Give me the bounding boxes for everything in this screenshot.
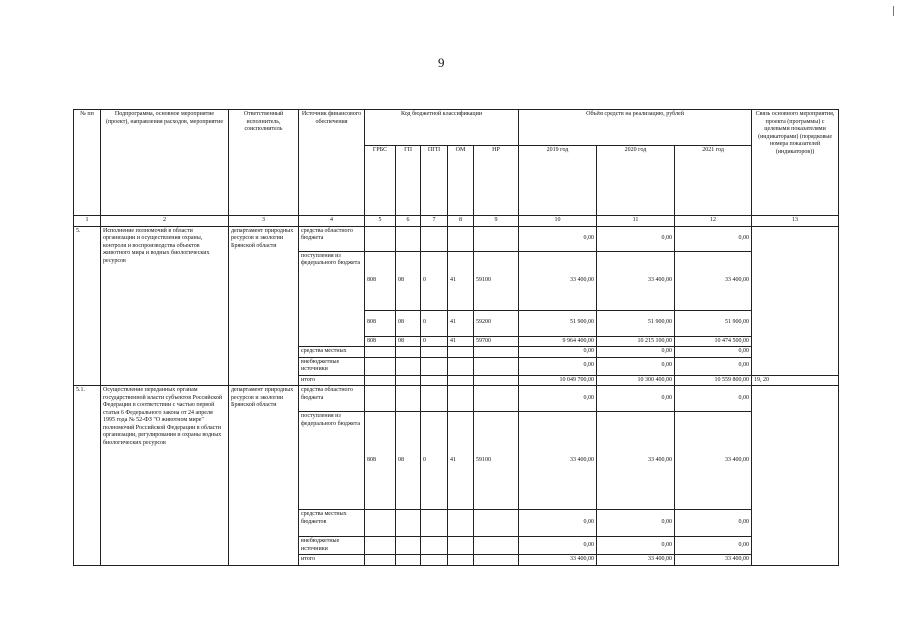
code-grbs: 808 — [365, 336, 396, 347]
header-link: Связь основного мероприятия, проекта (программы) с целевыми показателями (индикаторами) (порядковые номера показателей (индикаторов)) — [752, 110, 839, 216]
header-npp: № пп — [74, 110, 101, 216]
value-2020: 33 400,00 — [597, 251, 675, 310]
header-budget-code: Код бюджетной классификации — [365, 110, 519, 146]
column-number: 5 — [365, 216, 396, 227]
header-row — [74, 110, 839, 146]
value-2019: 0,00 — [519, 537, 597, 555]
value-2020: 0,00 — [597, 510, 675, 537]
value-2021: 0,00 — [675, 226, 752, 251]
value-2021: 33 400,00 — [675, 412, 752, 510]
value-2020: 0,00 — [597, 357, 675, 375]
source-local: средства местных — [299, 347, 365, 358]
source-total: итого — [299, 375, 365, 386]
header-source: Источник финансового обеспечения — [299, 110, 365, 216]
code-pgp: 0 — [421, 336, 448, 347]
header-funds: Объём средств на реализацию, рублей — [519, 110, 752, 146]
code-om: 41 — [448, 310, 474, 336]
column-number: 6 — [396, 216, 421, 227]
code-gp: 08 — [396, 412, 421, 510]
value-2019: 0,00 — [519, 357, 597, 375]
source-federal: поступления из федерального бюджета — [299, 251, 365, 347]
header-2021: 2021 год — [675, 146, 752, 216]
total-2021: 10 559 800,00 — [675, 375, 752, 386]
code-pgp: 0 — [421, 310, 448, 336]
budget-table — [73, 109, 839, 566]
header-grbs: ГРБС — [365, 146, 396, 216]
value-2019: 33 400,00 — [519, 412, 597, 510]
value-2021: 0,00 — [675, 537, 752, 555]
column-number: 10 — [519, 216, 597, 227]
source-offbudget: внебюджетные источники — [299, 357, 365, 375]
value-2019: 51 900,00 — [519, 310, 597, 336]
total-2020: 33 400,00 — [597, 555, 675, 566]
code-grbs: 808 — [365, 412, 396, 510]
page-edge-mark — [893, 6, 894, 16]
value-2020: 0,00 — [597, 386, 675, 412]
row-number: 5.1. — [74, 386, 101, 566]
code-gp: 08 — [396, 251, 421, 310]
column-number: 8 — [448, 216, 474, 227]
total-2019: 33 400,00 — [519, 555, 597, 566]
column-number: 1 — [74, 216, 101, 227]
header-om: ОМ — [448, 146, 474, 216]
indicator-link: 19, 20 — [752, 375, 839, 386]
value-2021: 0,00 — [675, 347, 752, 358]
column-number: 3 — [229, 216, 299, 227]
total-2021: 33 400,00 — [675, 555, 752, 566]
source-regional: средства областного бюджета — [299, 226, 365, 251]
table-row — [74, 226, 839, 251]
code-om: 41 — [448, 412, 474, 510]
column-number: 11 — [597, 216, 675, 227]
value-2019: 0,00 — [519, 386, 597, 412]
executor: департамент природных ресурсов и экологии Брянской области — [229, 386, 299, 566]
source-local: средства местных бюджетов — [299, 510, 365, 537]
header-nr: НР — [474, 146, 519, 216]
column-number: 13 — [752, 216, 839, 227]
code-nr: 59100 — [474, 251, 519, 310]
value-2019: 0,00 — [519, 510, 597, 537]
value-2021: 33 400,00 — [675, 251, 752, 310]
measure-name: Исполнение полномочий в области организации и осуществления охраны, контроля и воспроизводства объектов животного мира и водных биологических ресурсов — [101, 226, 229, 386]
row-number: 5. — [74, 226, 101, 386]
code-nr: 59700 — [474, 336, 519, 347]
code-gp: 08 — [396, 310, 421, 336]
column-number: 4 — [299, 216, 365, 227]
value-2021: 0,00 — [675, 386, 752, 412]
table-row — [74, 386, 839, 412]
value-2019: 0,00 — [519, 347, 597, 358]
value-2020: 10 215 100,00 — [597, 336, 675, 347]
code-nr: 59100 — [474, 412, 519, 510]
code-grbs: 808 — [365, 310, 396, 336]
value-2019: 0,00 — [519, 226, 597, 251]
total-2019: 10 049 700,00 — [519, 375, 597, 386]
executor: департамент природных ресурсов и экологии Брянской области — [229, 226, 299, 386]
column-number: 2 — [101, 216, 229, 227]
value-2021: 10 474 500,00 — [675, 336, 752, 347]
source-regional: средства областного бюджета — [299, 386, 365, 412]
value-2020: 33 400,00 — [597, 412, 675, 510]
code-pgp: 0 — [421, 251, 448, 310]
column-number: 12 — [675, 216, 752, 227]
measure-name: Осуществление переданных органам государственной власти субъектов Российской Федерации в соответствии с частью первой статьи 6 Федерального закона от 24 апреля 1995 года № 52-ФЗ "О животном мире" полномочий Российской Федерации в области организации, регулирования и охраны водных биологических ресурсов — [101, 386, 229, 566]
value-2020: 51 900,00 — [597, 310, 675, 336]
value-2021: 0,00 — [675, 357, 752, 375]
code-nr: 59200 — [474, 310, 519, 336]
value-2020: 0,00 — [597, 347, 675, 358]
header-responsible: Ответственный исполнитель, соисполнитель — [229, 110, 299, 216]
column-number-row — [74, 216, 839, 227]
source-total: итого — [299, 555, 365, 566]
header-subprogram: Подпрограмма, основное мероприятие (проект), направления расходов, мероприятие — [101, 110, 229, 216]
column-number: 7 — [421, 216, 448, 227]
value-2019: 9 964 400,00 — [519, 336, 597, 347]
value-2019: 33 400,00 — [519, 251, 597, 310]
code-om: 41 — [448, 336, 474, 347]
column-number: 9 — [474, 216, 519, 227]
source-federal: поступления из федерального бюджета — [299, 412, 365, 510]
code-pgp: 0 — [421, 412, 448, 510]
source-offbudget: внебюджетные источники — [299, 537, 365, 555]
code-om: 41 — [448, 251, 474, 310]
total-2020: 10 300 400,00 — [597, 375, 675, 386]
header-2020: 2020 год — [597, 146, 675, 216]
code-grbs: 808 — [365, 251, 396, 310]
header-gp: ГП — [396, 146, 421, 216]
value-2021: 51 900,00 — [675, 310, 752, 336]
value-2020: 0,00 — [597, 226, 675, 251]
value-2020: 0,00 — [597, 537, 675, 555]
header-2019: 2019 год — [519, 146, 597, 216]
page-number: 9 — [438, 55, 445, 70]
value-2021: 0,00 — [675, 510, 752, 537]
header-pgp: ПГП — [421, 146, 448, 216]
code-gp: 08 — [396, 336, 421, 347]
